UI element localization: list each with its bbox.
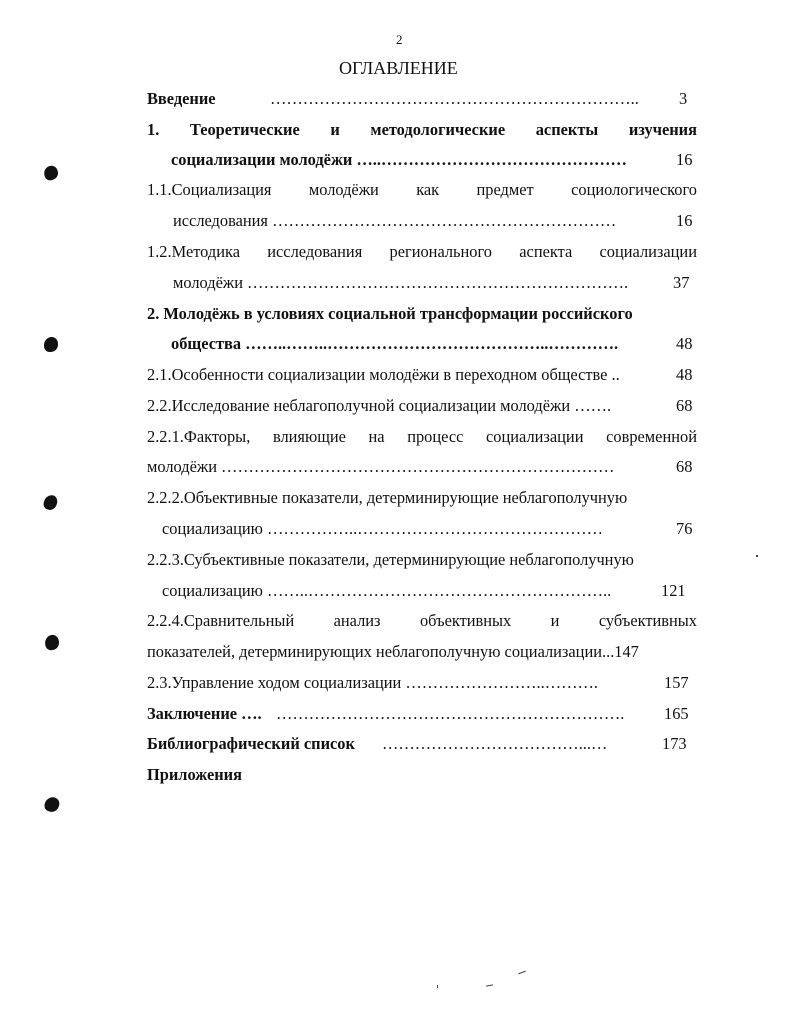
toc-section-2-line2: общества ……..……..…………………………………..…………. [171, 334, 619, 353]
toc-intro-label: Введение [147, 89, 216, 108]
toc-section-1-2-page: 37 [673, 273, 690, 292]
toc-bibliography-dots: ………………………………...… [382, 734, 608, 753]
toc-conclusion-page: 165 [664, 704, 689, 723]
toc-section-2-2-1-line2: молодёжи ……………………………………………………………… [147, 457, 615, 476]
toc-section-2-2-2-line2: социализацию ……………..……………………………………… [162, 519, 604, 538]
toc-section-2-2-4-line1: 2.2.4.Сравнительный анализ объективных и субъективных [147, 611, 697, 630]
scan-speck [756, 555, 758, 557]
toc-appendix-label: Приложения [147, 765, 242, 784]
scan-speck [518, 971, 526, 975]
toc-section-2-3-text: 2.3.Управление ходом социализации ……………………..………. [147, 673, 599, 692]
toc-intro-dots: ………………………………………………………….. [270, 89, 639, 108]
binder-hole-mark [44, 337, 58, 352]
toc-section-2-line1: 2. Молодёжь в условиях социальной трансформации российского [147, 304, 633, 323]
toc-section-1-line2: социализации молодёжи …..……………………………………… [171, 150, 627, 169]
page-number: 2 [396, 32, 403, 47]
toc-intro-page: 3 [679, 89, 688, 108]
toc-section-2-2-3-page: 121 [661, 581, 686, 600]
toc-section-1-2-line1: 1.2.Методика исследования регионального аспекта социализации [147, 242, 697, 261]
toc-section-2-2-2-page: 76 [676, 519, 693, 538]
toc-section-1-1-line2: исследования ……………………………………………………… [173, 211, 617, 230]
toc-section-2-2-3-line2: социализацию ……..……………………………………………….. [162, 581, 612, 600]
toc-section-2-2-page: 68 [676, 396, 693, 415]
toc-section-2-1-page: 48 [676, 365, 693, 384]
binder-hole-mark [42, 795, 61, 815]
binder-hole-mark [42, 494, 58, 512]
toc-bibliography-label: Библиографический список [147, 734, 355, 753]
scan-speck [486, 984, 493, 986]
toc-section-2-3-page: 157 [664, 673, 689, 692]
binder-hole-mark [42, 164, 60, 182]
toc-section-2-2-text: 2.2.Исследование неблагополучной социализации молодёжи ……. [147, 396, 612, 415]
toc-section-1-2-line2: молодёжи ……………………………………………………………. [173, 273, 629, 292]
scan-speck [437, 985, 438, 988]
page-title: ОГЛАВЛЕНИЕ [339, 58, 458, 78]
toc-section-2-page: 48 [676, 334, 693, 353]
toc-section-1-page: 16 [676, 150, 693, 169]
toc-section-2-2-4-line2: показателей, детерминирующих неблагополучную социализации...147 [147, 642, 639, 661]
binder-hole-mark [44, 634, 60, 651]
toc-section-1-1-page: 16 [676, 211, 693, 230]
toc-conclusion-dots: ………………………………………………………. [276, 704, 625, 723]
toc-section-2-2-1-line1: 2.2.1.Факторы, влияющие на процесс социализации современной [147, 427, 697, 446]
toc-bibliography-page: 173 [662, 734, 687, 753]
toc-section-2-1-text: 2.1.Особенности социализации молодёжи в переходном обществе .. [147, 365, 620, 384]
toc-section-2-2-1-page: 68 [676, 457, 693, 476]
toc-section-2-2-2-line1: 2.2.2.Объективные показатели, детерминирующие неблагополучную [147, 488, 628, 507]
toc-section-1-line1: 1. Теоретические и методологические аспекты изучения [147, 120, 697, 139]
toc-section-2-2-3-line1: 2.2.3.Субъективные показатели, детерминирующие неблагополучную [147, 550, 634, 569]
toc-section-1-1-line1: 1.1.Социализация молодёжи как предмет социологического [147, 180, 697, 199]
toc-conclusion-label: Заключение …. [147, 704, 262, 723]
